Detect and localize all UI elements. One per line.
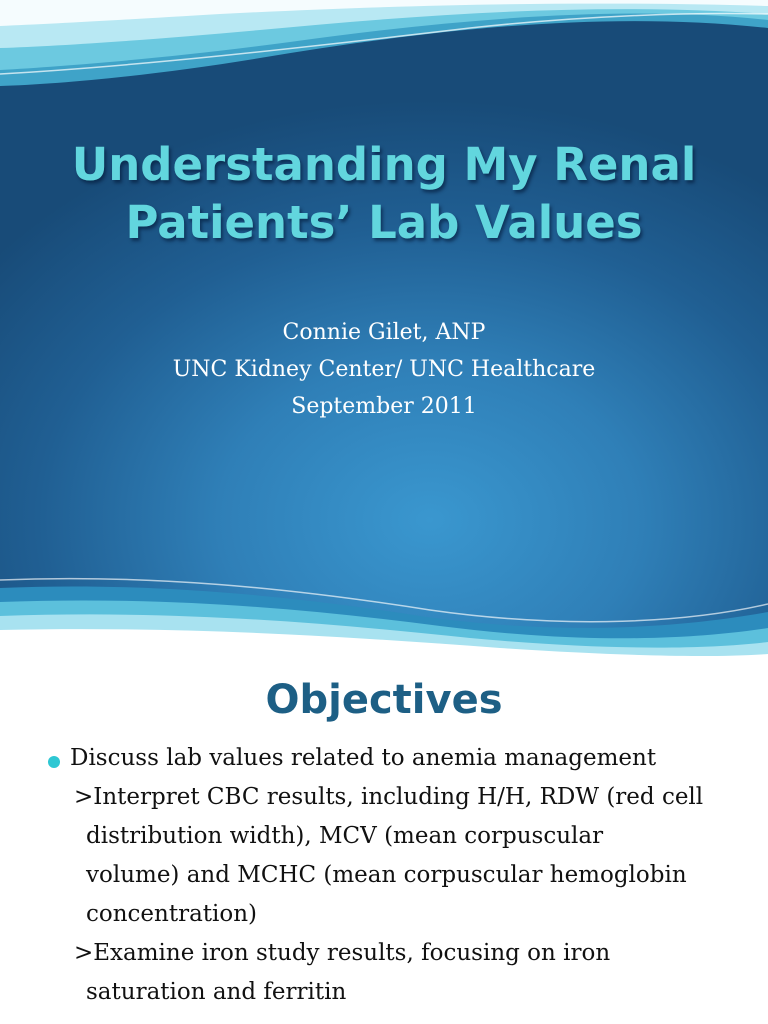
presenter-name: Connie Gilet, ANP xyxy=(282,320,486,345)
sub-point-line: >Examine iron study results, focusing on iron xyxy=(74,940,611,966)
slide-title xyxy=(0,136,768,252)
sub-point-line: >Interpret CBC results, including H/H, RDW (red cell xyxy=(74,784,704,810)
top-wave-decoration xyxy=(0,0,768,90)
presentation-date: September 2011 xyxy=(291,394,477,419)
objectives-title: Objectives xyxy=(265,677,503,723)
sub-point-line: volume) and MCHC (mean corpuscular hemoglobin xyxy=(86,862,687,888)
title-line-1: Understanding My Renal xyxy=(71,138,697,191)
sub-point-line: concentration) xyxy=(86,901,258,927)
objectives-slide xyxy=(0,662,768,1024)
bullet-icon xyxy=(48,756,60,768)
sub-point-line: saturation and ferritin xyxy=(86,979,347,1005)
bottom-wave-decoration xyxy=(0,568,768,662)
organization-name: UNC Kidney Center/ UNC Healthcare xyxy=(172,357,596,382)
title-line-2: Patients’ Lab Values xyxy=(125,196,643,249)
sub-point-line: distribution width), MCV (mean corpuscular xyxy=(86,823,604,849)
objectives-body xyxy=(70,739,760,1012)
slide-subtitle xyxy=(0,314,768,425)
bullet-text: Discuss lab values related to anemia management xyxy=(70,745,657,771)
